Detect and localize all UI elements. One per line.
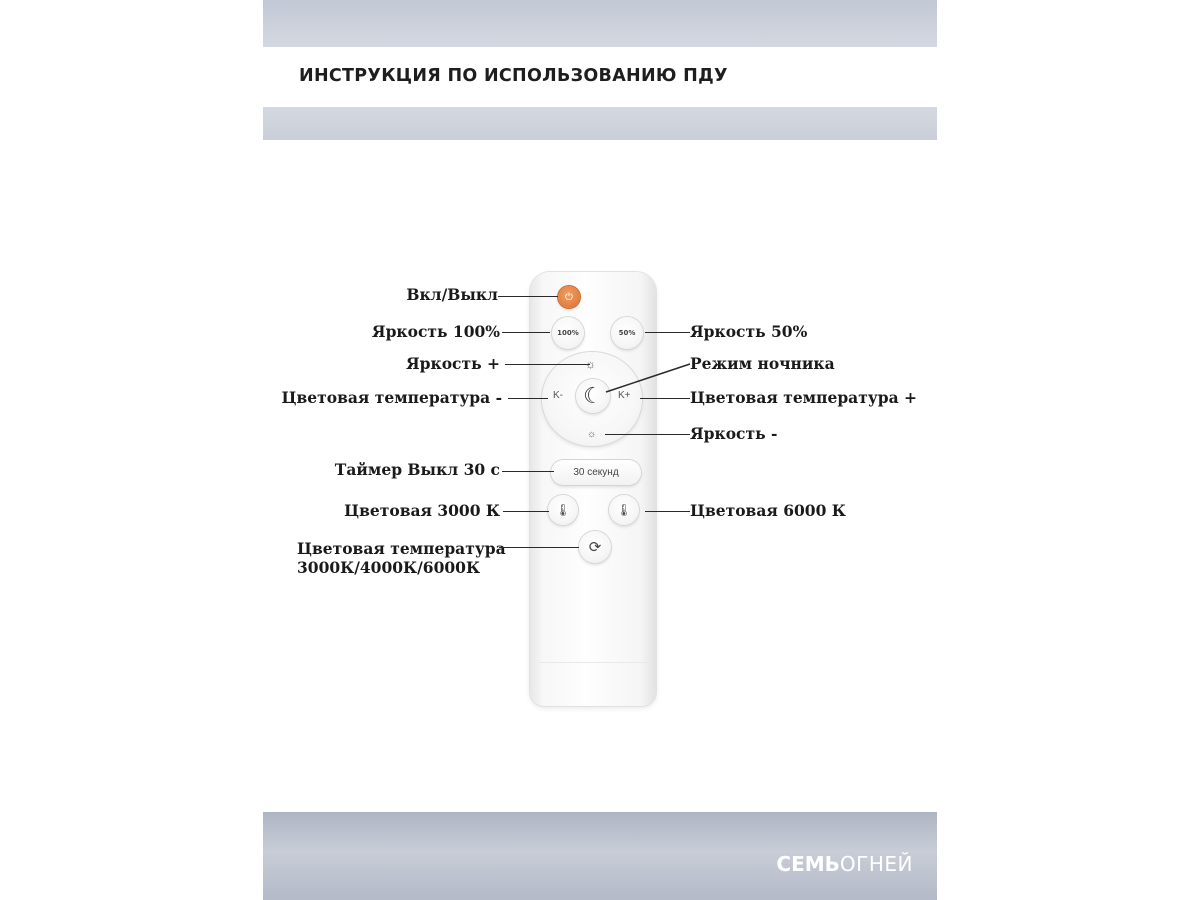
leader-color-3000	[503, 511, 549, 512]
label-color-3000: Цветовая 3000 К	[344, 501, 500, 520]
color-6000-button[interactable]	[609, 495, 639, 525]
thermometer-snow-icon: 🌡	[616, 503, 632, 517]
color-temp-plus-key[interactable]: K+	[618, 390, 631, 401]
leader-color-temp-plus	[640, 398, 690, 399]
power-button[interactable]	[558, 286, 580, 308]
color-cycle-button[interactable]	[579, 531, 611, 563]
label-power: Вкл/Выкл	[406, 285, 498, 304]
thermometer-sun-icon: 🌡	[555, 503, 571, 517]
moon-icon: ☾	[583, 383, 603, 409]
label-brightness-100: Яркость 100%	[371, 322, 500, 341]
brand-logo	[776, 852, 913, 876]
leader-brightness-100	[502, 332, 550, 333]
leader-brightness-minus	[605, 434, 690, 435]
label-timer: Таймер Выкл 30 с	[334, 460, 500, 479]
label-color-temp-plus: Цветовая температура +	[690, 388, 918, 407]
brightness-minus-sun-icon[interactable]: ☼	[587, 429, 597, 440]
leader-color-temp-minus	[508, 398, 548, 399]
label-color-cycle-line1: Цветовая температура	[297, 539, 506, 558]
header-band	[263, 47, 937, 107]
battery-cover	[538, 662, 648, 703]
leader-night-mode	[600, 360, 695, 410]
color-temp-minus-key[interactable]: K-	[553, 390, 563, 401]
label-brightness-50: Яркость 50%	[690, 322, 808, 341]
leader-brightness-plus	[505, 364, 590, 365]
brightness-50-text: 50%	[618, 329, 636, 337]
remote-control	[530, 272, 656, 706]
label-night-mode: Режим ночника	[690, 354, 835, 373]
label-color-cycle-line2: 3000К/4000К/6000К	[297, 558, 481, 577]
label-color-temp-minus: Цветовая температура -	[281, 388, 502, 407]
brand-part-light: ОГНЕЙ	[839, 852, 913, 876]
page-title: ИНСТРУКЦИЯ ПО ИСПОЛЬЗОВАНИЮ ПДУ	[299, 66, 728, 86]
color-3000-button[interactable]	[548, 495, 578, 525]
leader-color-6000	[645, 511, 690, 512]
brightness-50-button[interactable]	[611, 317, 643, 349]
leader-power	[498, 296, 558, 297]
brightness-plus-sun-icon[interactable]: ☼	[585, 357, 596, 371]
cycle-icon: ⟳	[588, 538, 602, 556]
leader-color-cycle	[499, 547, 579, 548]
leader-timer	[502, 471, 554, 472]
label-brightness-minus: Яркость -	[690, 424, 778, 443]
timer-button[interactable]	[551, 460, 641, 485]
label-color-6000: Цветовая 6000 К	[690, 501, 846, 520]
footer-background	[263, 812, 937, 900]
brightness-100-text: 100%	[557, 329, 579, 337]
leader-brightness-50	[645, 332, 690, 333]
brand-part-bold: СЕМЬ	[776, 852, 840, 876]
power-icon: ⏻	[565, 291, 573, 303]
label-brightness-plus: Яркость +	[406, 354, 500, 373]
brightness-100-button[interactable]	[552, 317, 584, 349]
header-background	[263, 0, 937, 140]
timer-button-text: 30 секунд	[573, 467, 619, 478]
